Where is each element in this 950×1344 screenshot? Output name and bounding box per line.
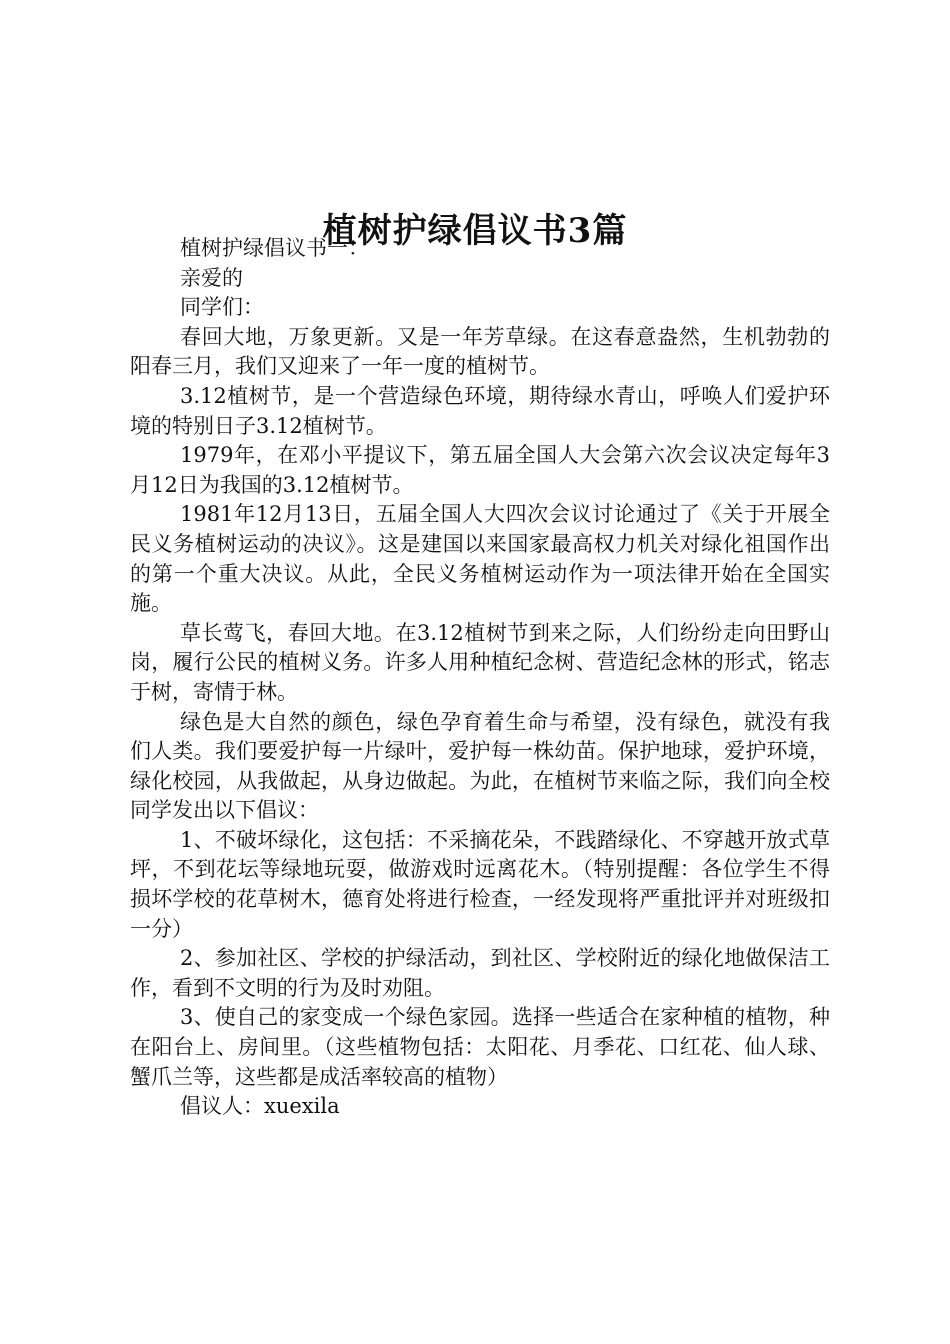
proposal-item-2: 2、参加社区、学校的护绿活动，到社区、学校附近的绿化地做保洁工作，看到不文明的行为及时劝阻。 [130,946,830,1000]
body-paragraph: 春回大地，万象更新。又是一年芳草绿。在这春意盎然，生机勃勃的阳春三月，我们又迎来了一年一度的植树节。 [130,324,830,379]
document-title: 植树护绿倡议书3篇 [322,210,628,251]
salutation-line-1: 亲爱的 [180,265,243,290]
body-paragraph: 1981年12月13日，五届全国人大四次会议讨论通过了《关于开展全民义务植树运动的决议》。这是建国以来国家最高权力机关对绿化祖国作出的第一个重大决议。从此，全民义务植树运动作为一项法律开始在全国实施。 [130,502,830,616]
document-body [130,234,830,1122]
salutation-line-2: 同学们： [180,295,264,320]
body-paragraph: 绿色是大自然的颜色，绿色孕育着生命与希望，没有绿色，就没有我们人类。我们要爱护每一片绿叶，爱护每一株幼苗。保护地球，爱护环境，绿化校园，从我做起，从身边做起。为此，在植树节来临之际，我们向全校同学发出以下倡议： [130,709,830,823]
proposal-item-3: 3、使自己的家变成一个绿色家园。选择一些适合在家种植的植物，种在阳台上、房间里。（这些植物包括：太阳花、月季花、口红花、仙人球、蟹爪兰等，这些都是成活率较高的植物） [130,1005,830,1089]
signature-line: 倡议人：xuexila [180,1094,340,1119]
body-paragraph: 1979年，在邓小平提议下，第五届全国人大会第六次会议决定每年3月12日为我国的3.12植树节。 [130,443,830,497]
proposal-item-1: 1、不破坏绿化，这包括：不采摘花朵，不践踏绿化、不穿越开放式草坪，不到花坛等绿地玩耍，做游戏时远离花木。（特别提醒：各位学生不得损坏学校的花草树木，德育处将进行检查，一经发现将严重批评并对班级扣一分） [130,827,830,941]
body-paragraph: 3.12植树节，是一个营造绿色环境，期待绿水青山，呼唤人们爱护环境的特别日子3.12植树节。 [130,383,830,438]
body-paragraph: 草长莺飞，春回大地。在3.12植树节到来之际，人们纷纷走向田野山岗，履行公民的植树义务。许多人用种植纪念树、营造纪念林的形式，铭志于树，寄情于林。 [130,620,830,704]
salutation-heading: 植树护绿倡议书一： [180,236,369,260]
